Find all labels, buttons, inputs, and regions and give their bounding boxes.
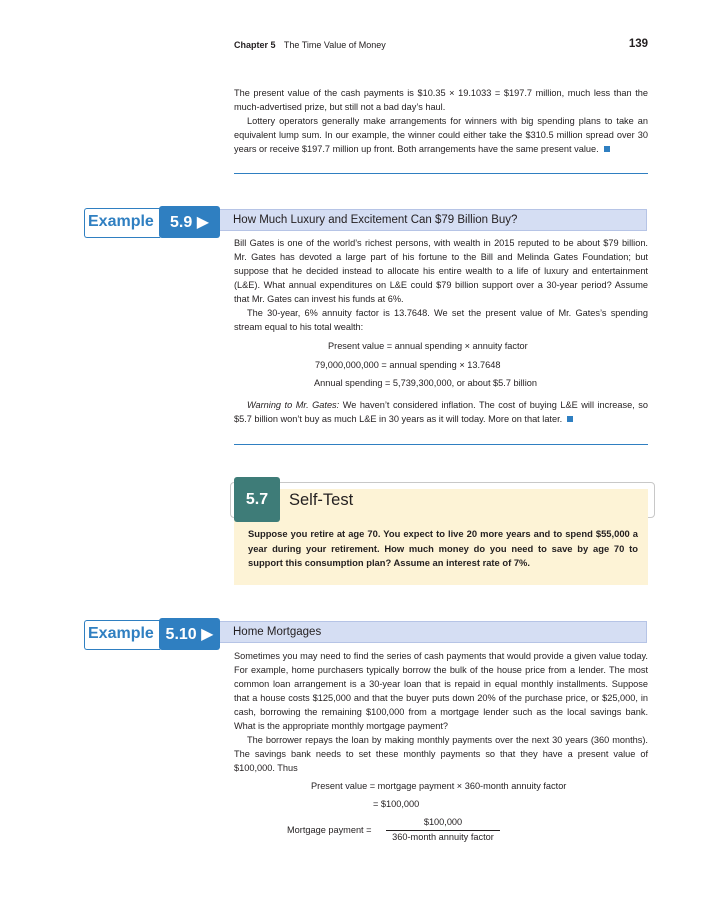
fraction-denominator: 360-month annuity factor [392,832,494,842]
example-title: Home Mortgages [220,621,647,643]
example-label: Example [88,213,154,230]
example-5-10-body [234,649,648,775]
example-paragraph-1: Bill Gates is one of the world’s richest persons, with wealth in 2015 reputed to be about $79 billion. Mr. Gates has devoted a large part of his fortune to the Bill and Melinda Gates Foundation; but suppose that he decided instead to allocate his entire wealth to a life of luxury and entertainment (L&E). What annual expenditures on L&E could $79 billion support over a 30-year period? Assume that Mr. Gates can invest his funds at 6%. [234,238,648,304]
running-header [234,40,386,50]
self-test-number-badge: 5.7 [234,477,280,522]
equation-line-1: Present value = mortgage payment × 360-month annuity factor [311,781,567,791]
example-5-9-body [234,236,648,334]
equation-line-3: Annual spending = 5,739,300,000, or about $5.7 billion [314,378,537,388]
equation-line-2: 79,000,000,000 = annual spending × 13.7648 [315,360,501,370]
chapter-label: Chapter 5 [234,40,276,50]
intro-paragraph-2: Lottery operators generally make arrangements for winners with big spending plans to take an equivalent lump sum. In our example, the winner could either take the $310.5 million spread over 30 years or receive $197.7 million up front. Both arrangements have the same present value. [234,116,648,154]
end-of-example-icon [567,416,573,422]
self-test-title: Self-Test [289,491,354,509]
example-title: How Much Luxury and Excitement Can $79 Billion Buy? [220,209,647,231]
intro-paragraph-1: The present value of the cash payments is $10.35 × 19.1033 = $197.7 million, much less than the much-advertised prize, but still not a bad day’s haul. [234,88,648,112]
example-number-badge: 5.10 ▶ [159,618,220,650]
fraction-numerator: $100,000 [423,817,463,827]
intro-text [234,86,648,156]
example-label-box [84,208,160,238]
equation-fraction-label: Mortgage payment = [287,825,372,835]
fraction-bar [386,830,500,831]
section-divider [234,444,648,445]
example-label-box [84,620,160,650]
self-test-question: Suppose you retire at age 70. You expect to live 20 more years and to spend $55,000 a year during your retirement. How much money do you need to save by age 70 to support this consumption plan? Assume an interest rate of 7%. [248,528,638,568]
section-divider [234,173,648,174]
example-label: Example [88,625,154,642]
page-number: 139 [628,38,648,50]
equation-line-1: Present value = annual spending × annuity factor [328,341,528,351]
end-of-example-icon [604,146,610,152]
example-paragraph-1: Sometimes you may need to find the series of cash payments that would provide a given value today. For example, home purchasers typically borrow the bulk of the house price from a lender. The most common loan arrangement is a 30-year loan that is repaid in equal monthly installments. Suppose that a house costs $125,000 and that the buyer puts down 20% of the purchase price, or $25,000, in cash, borrowing the remaining $100,000 from a mortgage lender such as the local savings bank. What is the appropriate monthly mortgage payment? [234,651,648,731]
example-paragraph-2: The 30-year, 6% annuity factor is 13.7648. We set the present value of Mr. Gates’s spending stream equal to his total wealth: [234,308,648,332]
warning-text: We haven’t considered inflation. The cost of buying L&E will increase, so $5.7 billion won’t buy as much L&E in 30 years as it will today. More on that later. [234,400,648,424]
equation-line-2: = $100,000 [373,799,420,809]
warning-label: Warning to Mr. Gates: [247,400,340,410]
example-number-badge: 5.9 ▶ [159,206,220,238]
example-paragraph-2: The borrower repays the loan by making monthly payments over the next 30 years (360 months). The savings bank needs to set these monthly payments so that they have a present value of $100,000. Thus [234,735,648,773]
warning-paragraph [234,398,648,426]
chapter-title: The Time Value of Money [283,40,386,50]
